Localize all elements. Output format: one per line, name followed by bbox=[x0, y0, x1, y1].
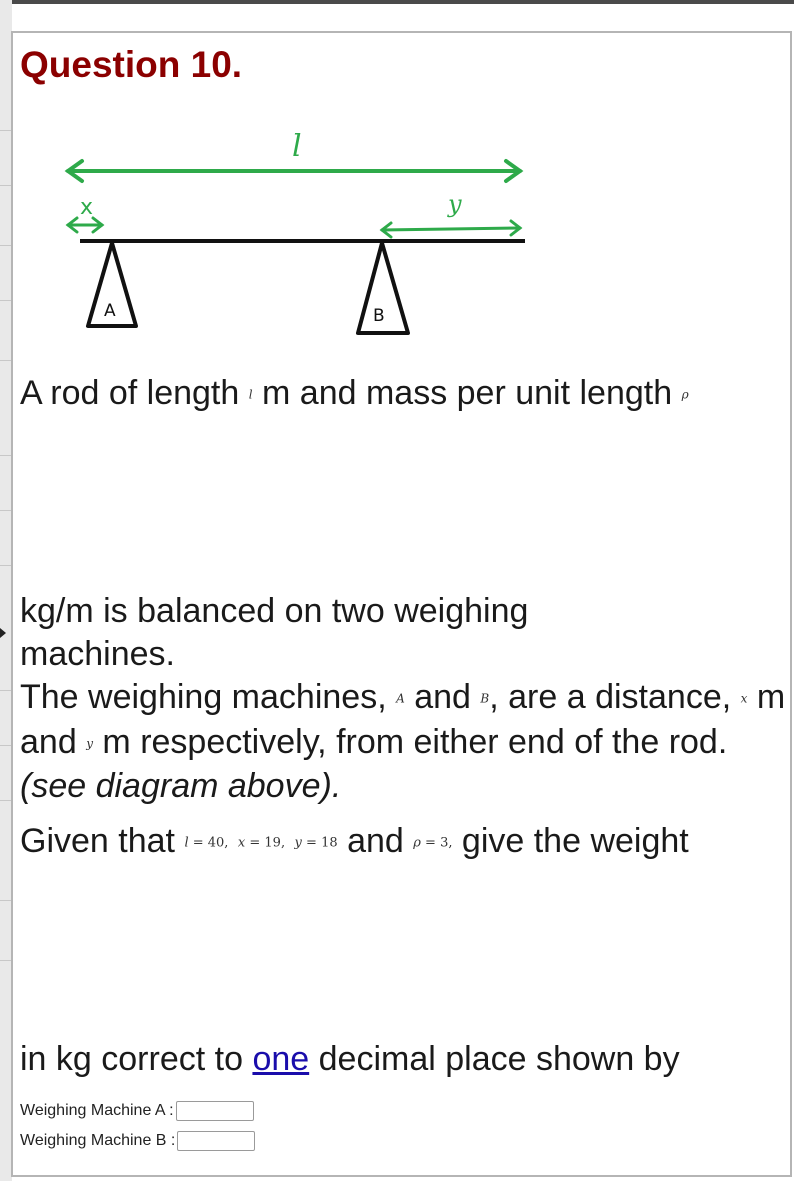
value-rho: ρ = 3, bbox=[413, 835, 453, 851]
answer-row-a bbox=[20, 1101, 254, 1121]
symbol-rho: ρ bbox=[681, 387, 689, 402]
value-x: x = 19, bbox=[237, 835, 286, 851]
symbol-y: y bbox=[86, 736, 93, 751]
x-arrow bbox=[68, 218, 102, 232]
answer-row-b bbox=[20, 1131, 255, 1151]
answer-input-b[interactable] bbox=[177, 1131, 255, 1151]
y-arrow bbox=[382, 221, 520, 237]
one-link[interactable]: one bbox=[252, 1040, 310, 1078]
answer-label-b: Weighing Machine B : bbox=[20, 1132, 176, 1149]
para-balanced: kg/m is balanced on two weighing machines. bbox=[20, 592, 529, 673]
para-given: Given that l = 40, x = 19, y = 18 and ρ = 3, give the weight bbox=[20, 822, 689, 860]
length-arrow bbox=[68, 161, 520, 181]
para-precision: in kg correct to one decimal place shown by bbox=[20, 1040, 680, 1078]
rod-diagram bbox=[60, 128, 540, 343]
value-l: l = 40, bbox=[184, 835, 229, 851]
symbol-a: A bbox=[396, 691, 405, 706]
label-x: x bbox=[80, 195, 94, 220]
symbol-l: l bbox=[248, 387, 253, 402]
value-y: y = 18 bbox=[294, 835, 338, 851]
para-machines: The weighing machines, A and B, are a distance, x m and y m respectively, from either end of the rod. (see diagram above). bbox=[20, 678, 786, 806]
label-b: B bbox=[373, 306, 385, 326]
label-y: y bbox=[448, 190, 462, 218]
answer-label-a: Weighing Machine A : bbox=[20, 1102, 174, 1119]
symbol-b: B bbox=[480, 691, 490, 706]
symbol-x: x bbox=[740, 691, 748, 706]
window-top-border bbox=[0, 0, 794, 4]
label-l: l bbox=[292, 129, 302, 164]
question-title: Question 10. bbox=[20, 44, 243, 85]
para-rod-length: A rod of length l m and mass per unit length ρ bbox=[20, 374, 689, 412]
gutter-arrow-icon bbox=[0, 628, 6, 638]
see-diagram-note: (see diagram above). bbox=[20, 767, 342, 806]
label-a: A bbox=[104, 301, 116, 321]
answer-input-a[interactable] bbox=[176, 1101, 254, 1121]
